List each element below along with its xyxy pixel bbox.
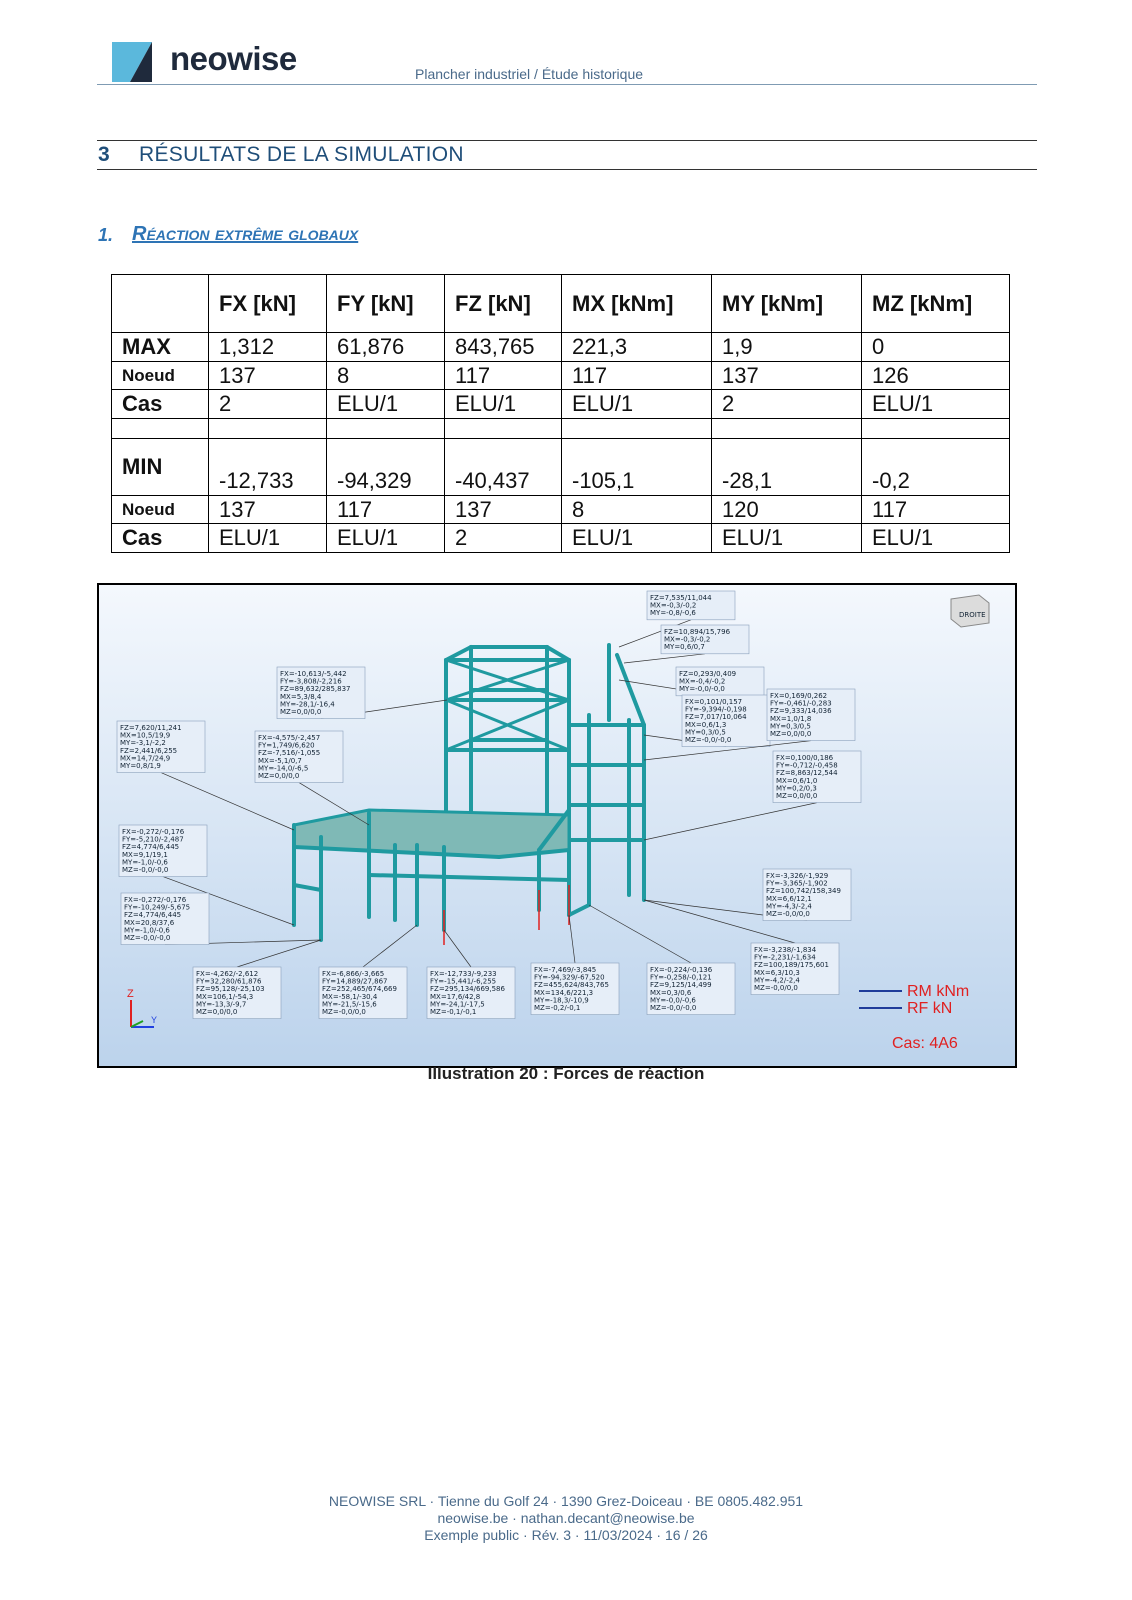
table-cell: 2 — [209, 390, 327, 419]
table-cell: 2 — [712, 390, 862, 419]
label-line: FX=-0,272/-0,176 — [124, 896, 187, 904]
table-cell: 137 — [209, 496, 327, 524]
label-line: MY=-24,1/-17,5 — [430, 1000, 485, 1009]
label-line: MY=-0,8/-0,6 — [650, 609, 696, 618]
label-line: MZ=-0,0/-0,0 — [685, 736, 732, 744]
label-line: MY=-13,3/-9,7 — [196, 1000, 247, 1009]
label-line: MZ=0,0/0,0 — [280, 708, 322, 716]
table-cell: 1,9 — [712, 333, 862, 362]
label-line: MZ=-0,0/0,0 — [766, 910, 810, 918]
table-cell: 8 — [327, 362, 445, 390]
label-line: FX=-3,238/-1,834 — [754, 946, 817, 954]
label-line: FY=-0,461/-0,283 — [770, 699, 832, 708]
label-line: MY=-3,1/-2,2 — [120, 739, 166, 748]
label-line: MZ=-0,1/-0,1 — [430, 1008, 477, 1016]
label-line: FZ=10,894/15,796 — [664, 628, 731, 636]
label-line: MZ=-0,0/-0,0 — [122, 866, 169, 874]
figure-caption: Illustration 20 : Forces de réaction — [427, 1064, 705, 1083]
legend-rm: RM kNm — [907, 983, 970, 1000]
row-label: Cas — [112, 390, 209, 419]
axis-z-label: Z — [127, 988, 134, 1000]
label-line: FY=-10,249/-5,675 — [124, 903, 191, 912]
table-cell: -40,437 — [445, 439, 562, 496]
label-line: MX=5,3/8,4 — [280, 692, 322, 701]
label-line: MY=0,3/0,5 — [770, 722, 811, 731]
label-line: FZ=4,774/6,445 — [124, 911, 182, 920]
label-line: MX=-0,4/-0,2 — [679, 677, 726, 686]
label-line: FY=-2,231/-1,634 — [754, 953, 816, 962]
table-header-cell: FZ [kN] — [445, 275, 562, 333]
label-line: MY=-0,0/-0,0 — [679, 685, 725, 694]
label-line: FX=-4,575/-2,457 — [258, 734, 321, 742]
label-line: FX=0,100/0,186 — [776, 754, 834, 762]
table-cell: ELU/1 — [327, 524, 445, 553]
label-line: FY=-94,329/-67,520 — [534, 973, 605, 982]
label-line: FZ=7,535/11,044 — [650, 594, 712, 602]
table-cell: 120 — [712, 496, 862, 524]
table-cell: -12,733 — [209, 439, 327, 496]
table-cell: 137 — [445, 496, 562, 524]
label-line: FZ=252,465/674,669 — [322, 985, 397, 994]
section-bottom-rule — [97, 169, 1037, 170]
brand-name: neowise — [170, 40, 297, 77]
label-line: FX=-12,733/-9,233 — [430, 970, 497, 978]
footer-document-info: Exemple public · Rév. 3 · 11/03/2024 · 16 / 26 — [424, 1527, 708, 1543]
label-line: MX=14,7/24,9 — [120, 754, 171, 763]
label-line: FZ=100,189/175,601 — [754, 961, 829, 970]
view-cube-icon — [951, 595, 989, 627]
footer-contact: neowise.be · nathan.decant@neowise.be — [437, 1510, 695, 1526]
table-row — [112, 362, 1010, 390]
label-line: MY=-18,3/-10,9 — [534, 996, 589, 1005]
label-line: MX=0,6/1,0 — [776, 776, 818, 785]
table-header-cell: MX [kNm] — [562, 275, 712, 333]
label-line: MZ=0,0/0,0 — [770, 730, 812, 738]
label-line: FZ=-7,516/-1,055 — [258, 749, 321, 758]
label-line: FY=14,889/27,867 — [322, 977, 388, 986]
label-line: FX=-0,272/-0,176 — [122, 828, 185, 836]
label-line: MX=-0,3/-0,2 — [650, 601, 697, 610]
label-line: FZ=2,441/6,255 — [120, 746, 178, 755]
label-line: FZ=100,742/158,349 — [766, 887, 841, 896]
label-line: MY=0,3/0,5 — [685, 728, 726, 737]
label-line: MY=0,6/0,7 — [664, 643, 705, 652]
label-line: FZ=8,863/12,544 — [776, 769, 838, 778]
table-cell: 1,312 — [209, 333, 327, 362]
label-line: FY=-3,808/-2,216 — [280, 677, 342, 686]
label-line: MX=0,6/1,3 — [685, 720, 727, 729]
label-line: FZ=0,293/0,409 — [679, 670, 737, 678]
label-line: FZ=89,632/285,837 — [280, 685, 351, 694]
label-line: FZ=7,017/10,064 — [685, 713, 747, 722]
label-line: FZ=9,333/14,036 — [770, 707, 832, 716]
axis-y-label: Y — [151, 1015, 158, 1025]
table-cell: 843,765 — [445, 333, 562, 362]
table-cell: 117 — [445, 362, 562, 390]
label-line: MZ=0,0/0,0 — [776, 792, 818, 800]
label-line: FY=-0,258/-0,121 — [650, 973, 712, 982]
label-line: MX=17,6/42,8 — [430, 992, 481, 1001]
label-line: MX=-5,1/0,7 — [258, 756, 302, 765]
label-line: FY=32,280/61,876 — [196, 977, 262, 986]
label-line: FZ=7,620/11,241 — [120, 724, 182, 732]
table-cell: -105,1 — [562, 439, 712, 496]
table-cell: 221,3 — [562, 333, 712, 362]
label-line: MX=6,6/12,1 — [766, 894, 812, 903]
label-line: MY=-1,0/-0,6 — [124, 926, 170, 935]
row-label: Cas — [112, 524, 209, 553]
label-line: MZ=0,0/0,0 — [196, 1008, 238, 1016]
label-line: MX=134,6/221,3 — [534, 988, 594, 997]
table-cell: ELU/1 — [862, 524, 1010, 553]
table-cell: ELU/1 — [712, 524, 862, 553]
label-line: FY=-15,441/-6,255 — [430, 977, 497, 986]
table-row — [112, 439, 1010, 496]
table-row — [112, 333, 1010, 362]
label-line: MY=-28,1/-16,4 — [280, 700, 335, 709]
label-line: FX=0,169/0,262 — [770, 692, 828, 700]
table-cell: 61,876 — [327, 333, 445, 362]
row-label: MIN — [112, 439, 209, 496]
subsection-title: Réaction extrême globaux — [132, 223, 359, 245]
label-line: FX=0,101/0,157 — [685, 698, 743, 706]
label-line: FX=-3,326/-1,929 — [766, 872, 829, 880]
label-line: FX=-0,224/-0,136 — [650, 966, 713, 974]
table-header-cell: MZ [kNm] — [862, 275, 1010, 333]
table-cell: ELU/1 — [562, 390, 712, 419]
header-rule — [97, 84, 1037, 85]
label-line: FZ=295,134/669,586 — [430, 985, 505, 994]
table-spacer-row — [112, 419, 1010, 439]
label-line: MZ=-0,0/0,0 — [754, 984, 798, 992]
label-line: FZ=9,125/14,499 — [650, 981, 712, 990]
label-line: MZ=-0,0/-0,0 — [650, 1004, 697, 1012]
table-cell: 137 — [209, 362, 327, 390]
table-cell: 8 — [562, 496, 712, 524]
label-line: MX=9,1/19,1 — [122, 850, 168, 859]
structure-model-view — [99, 585, 1015, 1066]
label-line: FY=-3,365/-1,902 — [766, 879, 828, 888]
table-cell: ELU/1 — [445, 390, 562, 419]
table-header-cell: FX [kN] — [209, 275, 327, 333]
label-line: MZ=0,0/0,0 — [258, 772, 300, 780]
table-header-cell — [112, 275, 209, 333]
label-line: MY=-21,5/-15,6 — [322, 1000, 377, 1009]
table-cell: ELU/1 — [327, 390, 445, 419]
running-title: Plancher industriel / Étude historique — [415, 66, 644, 82]
reaction-extremes-table — [111, 274, 1010, 553]
table-row — [112, 524, 1010, 553]
table-header-cell: MY [kNm] — [712, 275, 862, 333]
view-cube-label: DROITE — [959, 611, 986, 619]
label-line: FZ=455,624/843,765 — [534, 981, 609, 990]
label-line: FY=1,749/6,620 — [258, 741, 315, 750]
label-line: FY=-5,210/-2,487 — [122, 835, 184, 844]
table-cell: 0 — [862, 333, 1010, 362]
table-cell: 117 — [562, 362, 712, 390]
label-line: MY=-4,2/-2,4 — [754, 976, 800, 985]
table-header-row — [112, 275, 1010, 333]
label-line: MX=0,3/0,6 — [650, 988, 692, 997]
table-cell: 2 — [445, 524, 562, 553]
label-line: FX=-7,469/-3,845 — [534, 966, 597, 974]
footer-company: NEOWISE SRL · Tienne du Golf 24 · 1390 Grez-Doiceau · BE 0805.482.951 — [328, 1493, 804, 1509]
label-line: MZ=-0,2/-0,1 — [534, 1004, 581, 1012]
label-line: MY=-4,3/-2,4 — [766, 902, 812, 911]
label-line: MX=6,3/10,3 — [754, 968, 800, 977]
label-line: MY=0,2/0,3 — [776, 784, 817, 793]
label-line: MY=-14,0/-6,5 — [258, 764, 309, 773]
table-cell: ELU/1 — [862, 390, 1010, 419]
label-line: MX=20,8/37,6 — [124, 918, 175, 927]
table-row — [112, 496, 1010, 524]
table-cell: ELU/1 — [562, 524, 712, 553]
table-cell: ELU/1 — [209, 524, 327, 553]
table-cell: 137 — [712, 362, 862, 390]
table-header-cell: FY [kN] — [327, 275, 445, 333]
section-top-rule — [97, 140, 1037, 141]
section-number: 3 — [98, 143, 110, 166]
label-line: MX=10,5/19,9 — [120, 731, 171, 740]
label-line: MY=-1,0/-0,6 — [122, 858, 168, 867]
row-label: MAX — [112, 333, 209, 362]
row-label: Noeud — [112, 496, 209, 524]
load-case-label: Cas: 4A6 — [892, 1035, 958, 1052]
label-line: FX=-6,866/-3,665 — [322, 970, 385, 978]
label-line: FZ=4,774/6,445 — [122, 843, 180, 852]
neowise-logo-icon — [112, 42, 152, 82]
label-line: FX=-10,613/-5,442 — [280, 670, 347, 678]
label-line: FZ=95,128/-25,103 — [196, 985, 265, 994]
subsection-number: 1. — [98, 225, 114, 245]
table-cell: 126 — [862, 362, 1010, 390]
table-row — [112, 390, 1010, 419]
label-line: MX=-0,3/-0,2 — [664, 635, 711, 644]
label-line: MZ=-0,0/-0,0 — [124, 934, 171, 942]
legend-rf: RF kN — [907, 1000, 953, 1017]
reaction-forces-illustration — [97, 583, 1017, 1068]
label-line: FX=-4,262/-2,612 — [196, 970, 259, 978]
label-line: MZ=-0,0/0,0 — [322, 1008, 366, 1016]
label-line: FY=-9,394/-0,198 — [685, 705, 747, 714]
row-label: Noeud — [112, 362, 209, 390]
label-line: MX=1,0/1,8 — [770, 714, 812, 723]
table-cell: -94,329 — [327, 439, 445, 496]
table-cell: -0,2 — [862, 439, 1010, 496]
label-line: MX=-58,1/-30,4 — [322, 992, 378, 1001]
table-cell: -28,1 — [712, 439, 862, 496]
section-title: RÉSULTATS DE LA SIMULATION — [139, 143, 464, 166]
table-cell: 117 — [327, 496, 445, 524]
label-line: MY=0,8/1,9 — [120, 762, 161, 770]
table-cell: 117 — [862, 496, 1010, 524]
label-line: MX=106,1/-54,3 — [196, 992, 254, 1001]
label-line: FY=-0,712/-0,458 — [776, 761, 838, 770]
label-line: MY=-0,0/-0,6 — [650, 996, 696, 1005]
